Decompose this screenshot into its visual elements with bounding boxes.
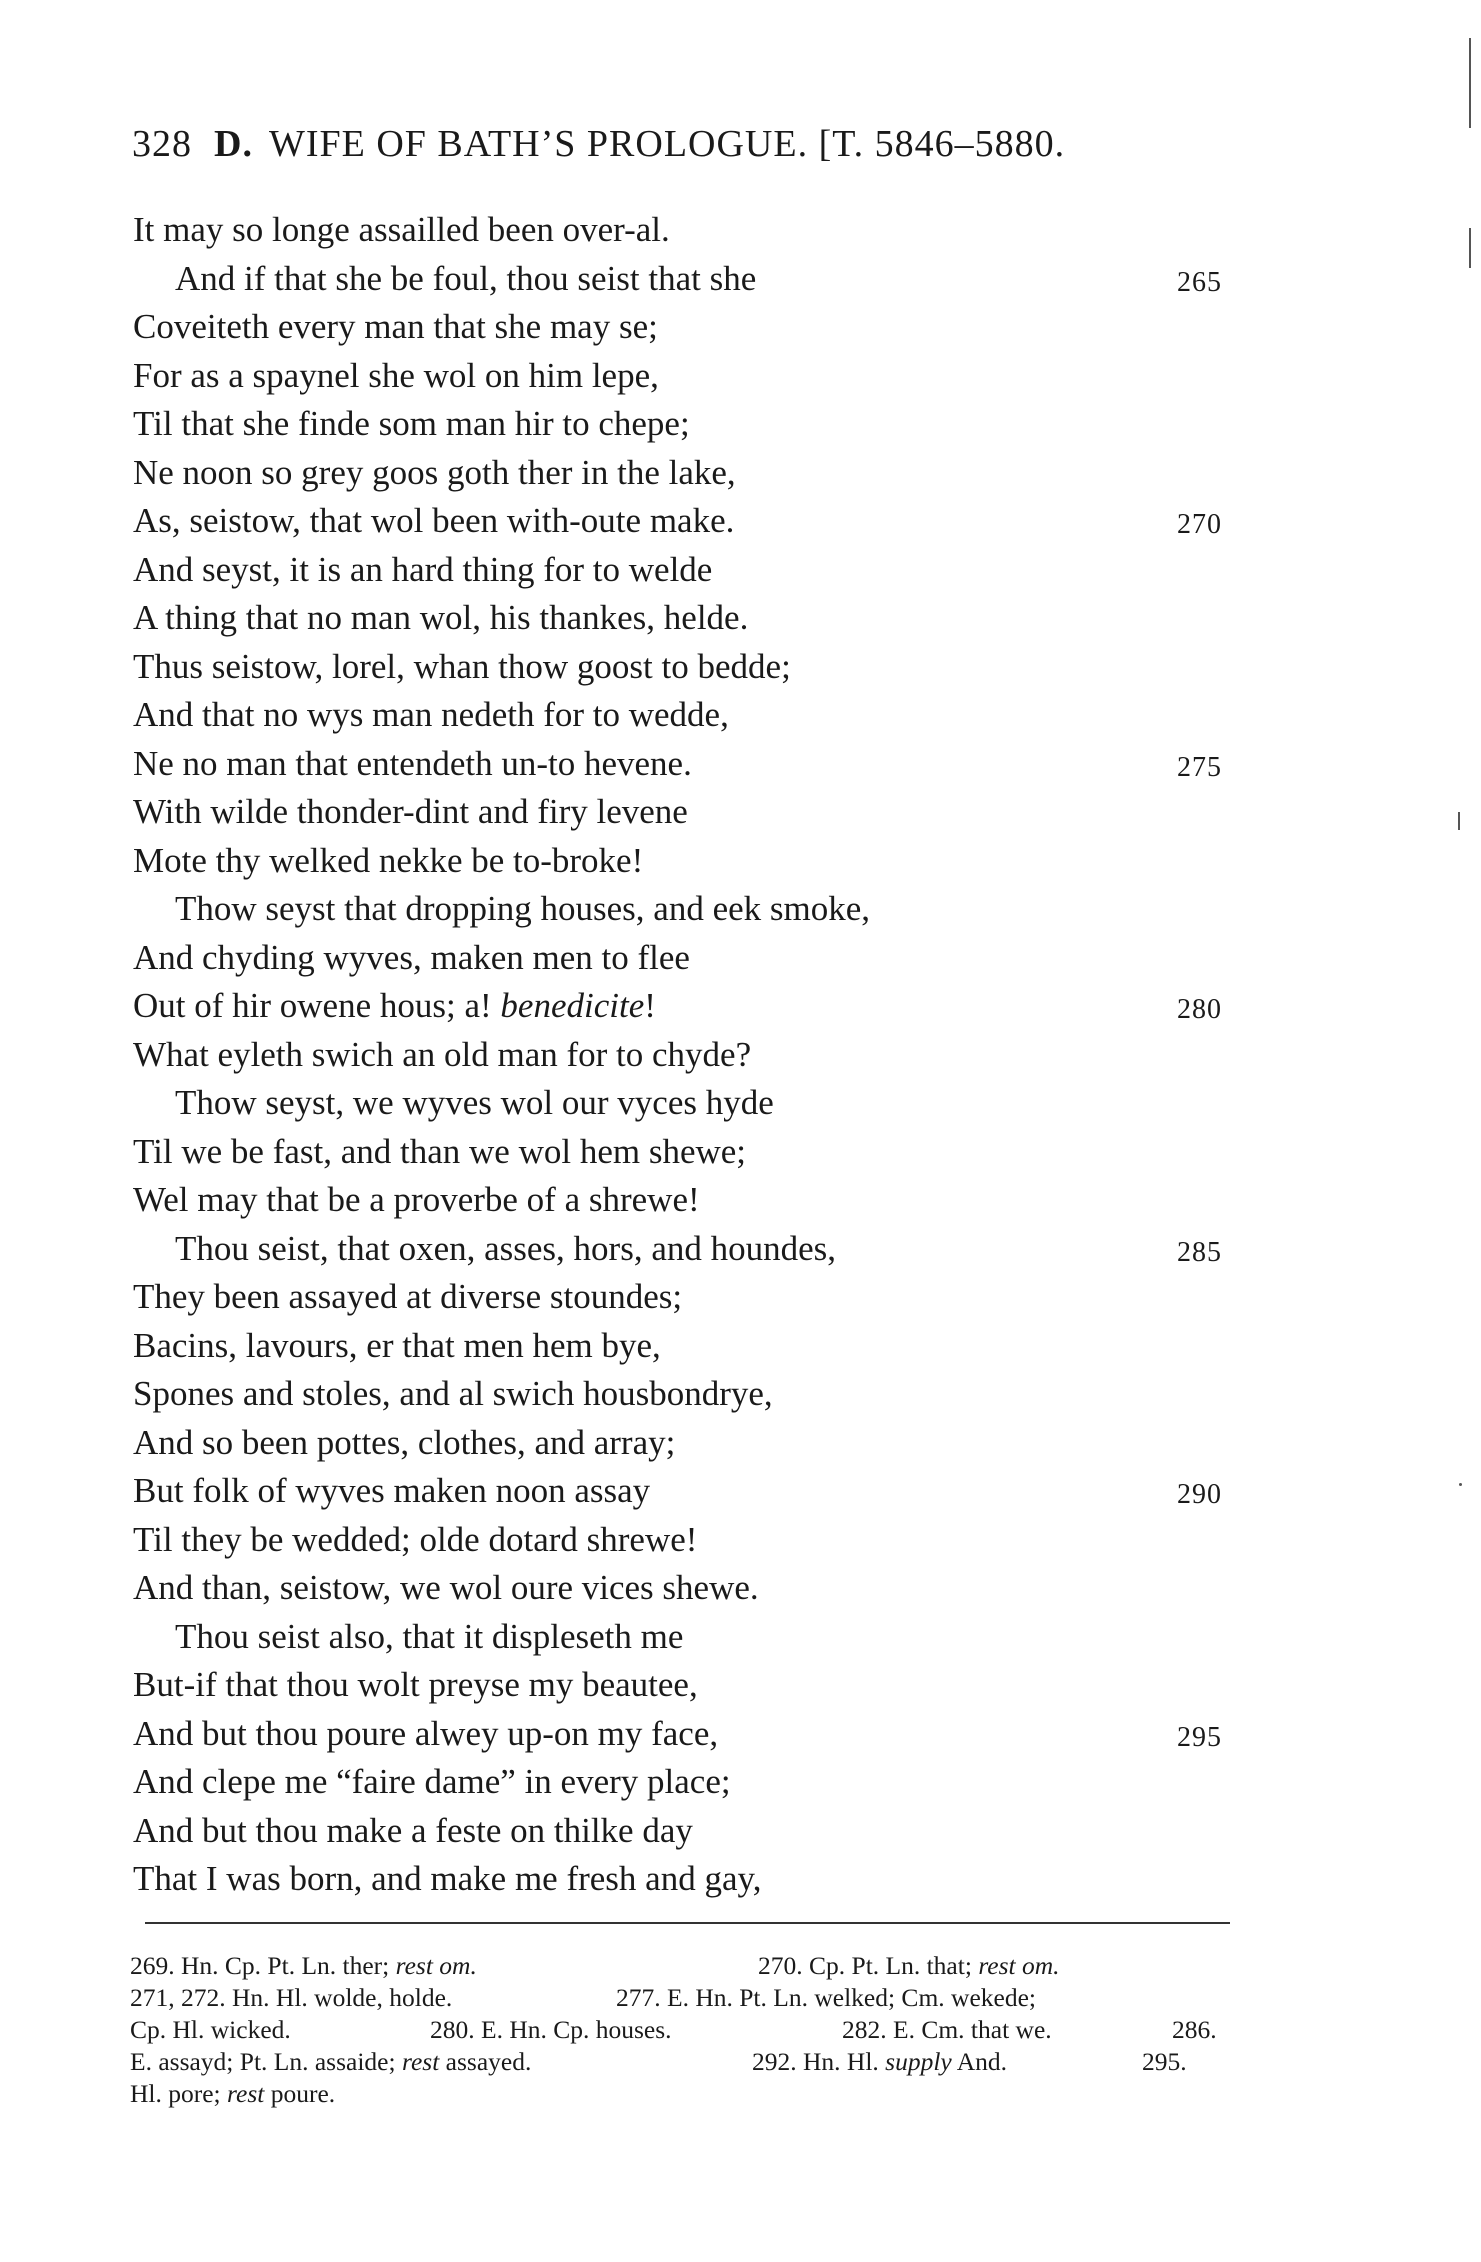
line-range: [T. 5846–5880. <box>818 123 1066 165</box>
poem-line <box>133 643 1233 692</box>
footnote-text: 280. E. Hn. Cp. houses. <box>430 2015 672 2044</box>
poem-line <box>133 1225 1233 1274</box>
footnote <box>130 1982 616 2014</box>
poem-line-text: Out of hir owene hous; a! <box>133 986 501 1025</box>
poem-line <box>133 1419 1233 1468</box>
poem-line <box>133 1031 1233 1080</box>
poem-line-text: And if that she be foul, thou seist that she <box>175 258 757 298</box>
footnote-divider <box>145 1922 1230 1924</box>
footnote-text: 295. <box>1142 2047 1187 2076</box>
poem-line-text: Ne noon so grey goos goth ther in the lake, <box>133 452 736 492</box>
poem-line-text: Thus seistow, lorel, whan thow goost to bedde; <box>133 646 791 686</box>
poem-line <box>133 303 1233 352</box>
footnote-line <box>130 2014 1240 2046</box>
footnote-line <box>130 2078 1240 2110</box>
footnote <box>758 1950 1060 1982</box>
poem-line <box>133 934 1233 983</box>
line-number: 290 <box>1177 1479 1222 1510</box>
poem-line-text: And but thou poure alwey up-on my face, <box>133 1713 719 1753</box>
footnote-text: Cp. Hl. wicked. <box>130 2015 291 2044</box>
poem-line-text: Til they be wedded; olde dotard shrewe! <box>133 1519 698 1559</box>
scan-speck <box>1459 1483 1462 1486</box>
poem-line <box>133 1661 1233 1710</box>
footnote-italic: rest om. <box>395 1951 477 1980</box>
poem-line-text: But folk of wyves maken noon assay <box>133 1471 651 1510</box>
footnote-text: 270. Cp. Pt. Ln. that; <box>758 1951 979 1980</box>
footnote-italic: rest om. <box>978 1951 1060 1980</box>
poem-line-italic: benedicite <box>500 986 645 1025</box>
poem-line-text: Thou seist also, that it displeseth me <box>175 1616 684 1656</box>
poem-line <box>133 594 1233 643</box>
poem-line-text: Coveiteth every man that she may se; <box>133 307 658 346</box>
poem-line <box>133 982 1233 1031</box>
poem-line-text: Wel may that be a proverbe of a shrewe! <box>133 1180 700 1219</box>
poem-line <box>133 1564 1233 1613</box>
poem-line <box>133 497 1233 546</box>
footnote <box>130 2014 430 2046</box>
line-number: 265 <box>1177 266 1222 298</box>
poem-line <box>133 1079 1233 1128</box>
poem-line-text: Ne no man that entendeth un-to hevene. <box>133 743 692 783</box>
poem-line <box>133 691 1233 740</box>
poem-line <box>133 1467 1233 1516</box>
footnotes <box>130 1950 1240 2110</box>
line-number: 285 <box>1177 1236 1222 1268</box>
poem-line <box>133 1128 1233 1177</box>
poem-line-text: For as a spaynel she wol on him lepe, <box>133 355 659 395</box>
footnote-text: Hl. pore; <box>130 2079 228 2108</box>
poem-line <box>133 400 1233 449</box>
footnote-line <box>130 1982 1240 2014</box>
footnote-italic: rest <box>227 2079 265 2108</box>
footnote <box>616 1982 1036 2014</box>
footnote <box>130 2046 752 2078</box>
poem-line-text: As, seistow, that wol been with-oute make. <box>133 501 735 540</box>
scan-edge-mark <box>1469 38 1471 128</box>
poem-line <box>133 255 1233 304</box>
poem-line-text: And seyst, it is an hard thing for to welde <box>133 549 713 589</box>
poem-line <box>133 546 1233 595</box>
footnote-text: 269. Hn. Cp. Pt. Ln. ther; <box>130 1951 396 1980</box>
poem-line <box>133 1516 1233 1565</box>
poem-text <box>133 206 1233 1904</box>
footnote-text: E. assayd; Pt. Ln. assaide; <box>130 2047 402 2076</box>
footnote-italic: supply <box>885 2047 952 2076</box>
poem-line <box>133 1322 1233 1371</box>
poem-line <box>133 1855 1233 1904</box>
footnote <box>130 1950 758 1982</box>
poem-line <box>133 352 1233 401</box>
poem-line-text: Bacins, lavours, er that men hem bye, <box>133 1325 661 1365</box>
poem-line <box>133 206 1233 255</box>
footnote <box>1172 2014 1217 2046</box>
poem-line <box>133 1613 1233 1662</box>
poem-line-text: Thou seist, that oxen, asses, hors, and houndes, <box>175 1228 837 1268</box>
poem-line-after: ! <box>644 986 656 1025</box>
line-number: 275 <box>1177 751 1222 783</box>
poem-line-text: A thing that no man wol, his thankes, helde. <box>133 598 749 637</box>
poem-line <box>133 788 1233 837</box>
footnote-after: And. <box>951 2047 1008 2076</box>
footnote <box>130 2078 335 2110</box>
poem-line-text: But-if that thou wolt preyse my beautee, <box>133 1665 698 1704</box>
poem-line <box>133 1807 1233 1856</box>
page-title: WIFE OF BATH’S PROLOGUE. <box>268 123 809 165</box>
poem-line-text: With wilde thonder-dint and firy levene <box>133 792 688 831</box>
scan-edge-mark <box>1469 228 1471 268</box>
poem-line-text: Spones and stoles, and al swich housbondrye, <box>133 1374 773 1413</box>
poem-line-text: And than, seistow, we wol oure vices shewe. <box>133 1568 759 1607</box>
line-number: 280 <box>1177 994 1222 1025</box>
poem-line <box>133 1176 1233 1225</box>
footnote-line <box>130 1950 1240 1982</box>
poem-line <box>133 885 1233 934</box>
footnote <box>752 2046 1142 2078</box>
poem-line-text: Thow seyst that dropping houses, and eek smoke, <box>175 889 871 928</box>
footnote <box>430 2014 842 2046</box>
poem-line <box>133 1758 1233 1807</box>
poem-line <box>133 1273 1233 1322</box>
poem-line-text: And that no wys man nedeth for to wedde, <box>133 695 729 734</box>
scan-edge-mark <box>1458 812 1460 830</box>
footnote-italic: rest <box>401 2047 440 2076</box>
poem-line <box>133 740 1233 789</box>
footnote-text: 277. E. Hn. Pt. Ln. welked; Cm. wekede; <box>616 1983 1036 2012</box>
footnote-after: poure. <box>264 2079 336 2108</box>
poem-line-text: That I was born, and make me fresh and gay, <box>133 1859 762 1898</box>
footnote-text: 292. Hn. Hl. <box>752 2047 886 2076</box>
footnote-text: 282. E. Cm. that we. <box>842 2015 1052 2044</box>
poem-line-text: And so been pottes, clothes, and array; <box>133 1422 676 1462</box>
footnote <box>842 2014 1172 2046</box>
poem-line <box>133 837 1233 886</box>
footnote-text: 286. <box>1172 2015 1217 2044</box>
footnote <box>1142 2046 1187 2078</box>
poem-line <box>133 1370 1233 1419</box>
poem-line-text: And clepe me “faire dame” in every place; <box>133 1762 731 1801</box>
poem-line-text: Til we be fast, and than we wol hem shewe; <box>133 1131 747 1171</box>
poem-line-text: Thow seyst, we wyves wol our vyces hyde <box>175 1083 774 1122</box>
line-number: 295 <box>1177 1721 1222 1753</box>
section-letter: D. <box>214 123 253 165</box>
poem-line <box>133 449 1233 498</box>
footnote-after: assayed. <box>439 2047 532 2076</box>
poem-line-text: Til that she finde som man hir to chepe; <box>133 404 690 443</box>
poem-line <box>133 1710 1233 1759</box>
poem-line-text: It may so longe assailled been over-al. <box>133 210 670 249</box>
footnote-text: 271, 272. Hn. Hl. wolde, holde. <box>130 1983 453 2012</box>
poem-line-text: And but thou make a feste on thilke day <box>133 1810 693 1850</box>
page-number: 328 <box>132 123 192 165</box>
running-header <box>132 122 1232 166</box>
poem-line-text: What eyleth swich an old man for to chyde? <box>133 1034 752 1074</box>
line-number: 270 <box>1177 509 1222 540</box>
poem-line-text: They been assayed at diverse stoundes; <box>133 1277 683 1316</box>
poem-line-text: And chyding wyves, maken men to flee <box>133 937 690 977</box>
poem-line-text: Mote thy welked nekke be to-broke! <box>133 840 644 880</box>
footnote-line <box>130 2046 1240 2078</box>
